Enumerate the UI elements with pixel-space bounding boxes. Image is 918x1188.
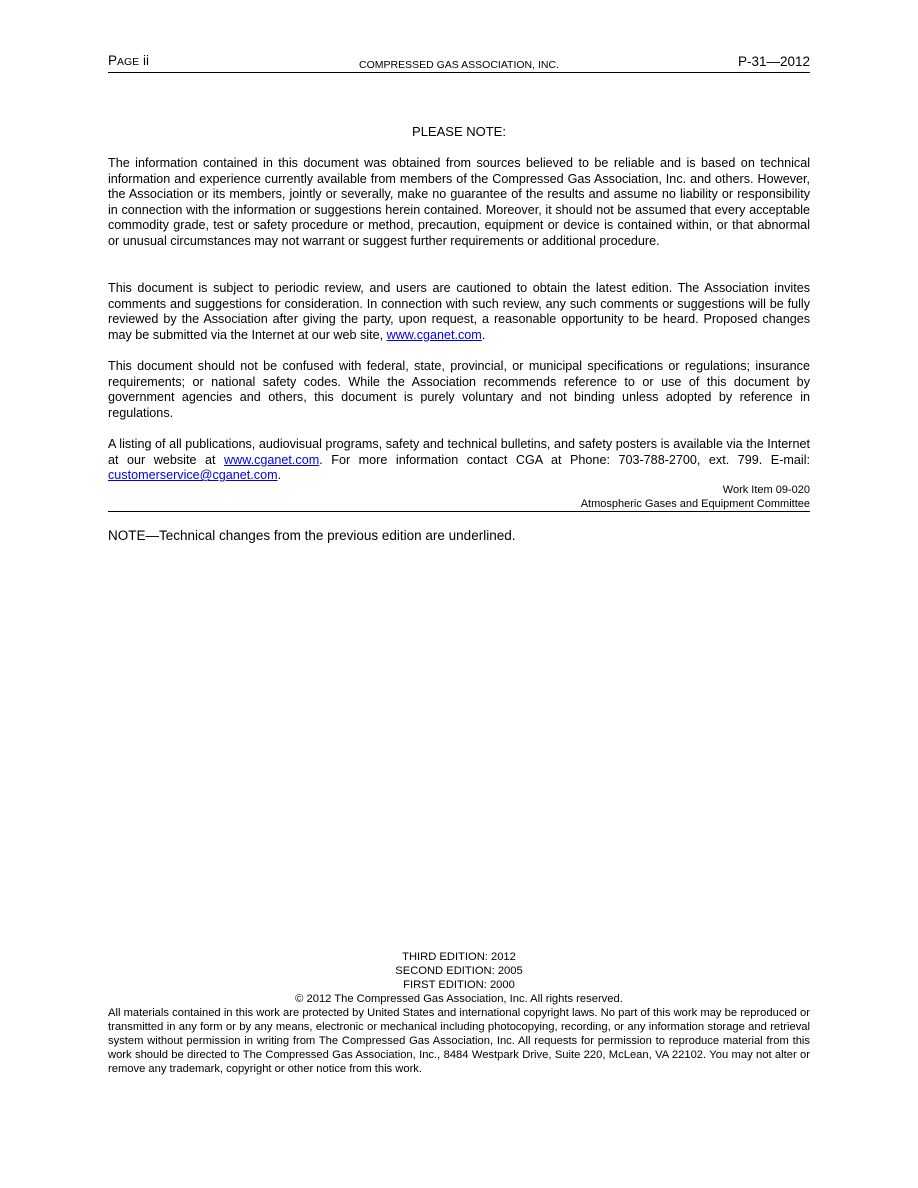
header-organization: COMPRESSED GAS ASSOCIATION, INC. xyxy=(359,59,559,71)
notice-paragraph-4-text-a: A listing of all publications, audiovisual programs, safety and technical bulletins, and safety posters is available via the Internet at our website at xyxy=(108,437,810,467)
page-number: ii xyxy=(142,53,149,68)
rights-statement: All materials contained in this work are protected by United States and international copyright laws. No part of this work may be reproduced or transmitted in any form or by any means, electronic or mechanical including photocopying, recording, or any information storage and retrieval system without permission in writing from The Compressed Gas Association, Inc. All requests for permission to reproduce material from this work should be directed to The Compressed Gas Association, Inc., 8484 Westpark Drive, Suite 220, McLean, VA 22102. You may not alter or remove any trademark, copyright or other notice from this work. xyxy=(108,1007,810,1075)
notice-paragraph-1: The information contained in this document was obtained from sources believed to be reliable and is based on technical information and experience currently available from members of the Compressed Gas Association, Inc. and others. However, the Association or its members, jointly or severally, make no guarantee of the results and assume no liability or responsibility in connection with the information or suggestions herein contained. Moreover, it should not be assumed that every acceptable commodity grade, test or safety procedure or method, precaution, equipment or device is contained within, or that abnormal or unusual circumstances may not warrant or suggest further requirements or additional procedure. xyxy=(108,156,810,248)
page-header xyxy=(108,54,810,73)
second-edition: SECOND EDITION: 2005 xyxy=(395,965,523,977)
technical-changes-note: NOTE—Technical changes from the previous edition are underlined. xyxy=(108,528,516,543)
editions-block xyxy=(108,950,810,1006)
first-edition: FIRST EDITION: 2000 xyxy=(403,979,515,991)
notice-paragraph-2-end: . xyxy=(481,327,486,342)
header-organization-wrap xyxy=(108,58,810,72)
email-link[interactable]: customerservice@cganet.com xyxy=(108,468,278,483)
website-link[interactable]: www.cganet.com xyxy=(386,327,482,342)
work-item: Work Item 09-020 xyxy=(722,484,810,496)
committee-name: Atmospheric Gases and Equipment Committee xyxy=(108,497,810,512)
website-link-2[interactable]: www.cganet.com xyxy=(224,452,320,467)
copyright-line: © 2012 The Compressed Gas Association, Inc. All rights reserved. xyxy=(295,993,623,1005)
notice-title: PLEASE NOTE: xyxy=(412,124,506,139)
third-edition: THIRD EDITION: 2012 xyxy=(402,951,516,963)
notice-paragraph-2-text: This document is subject to periodic review, and users are cautioned to obtain the latest edition. The Association invites comments and suggestions for consideration. In connection with such review, any such comments or suggestions will be fully reviewed by the Association after giving the party, upon request, a reasonable opportunity to be heard. Proposed changes may be submitted via the Internet at our web site, xyxy=(108,281,810,342)
notice-paragraph-3: This document should not be confused with federal, state, provincial, or municipal specifications or regulations; insurance requirements; or national safety codes. While the Association recommends reference to or use of this document by government agencies and others, this document is purely voluntary and not binding unless adopted by reference in regulations. xyxy=(108,359,810,420)
notice-paragraph-4-end: . xyxy=(277,468,282,483)
document-page xyxy=(108,0,810,1188)
header-doc-id: P-31—2012 xyxy=(737,54,810,69)
page-label-rest: AGE xyxy=(117,56,140,68)
page-label-initial: P xyxy=(108,53,118,68)
notice-paragraph-2 xyxy=(108,281,810,343)
notice-paragraph-4-text-b: . For more information contact CGA at Phone: 703-788-2700, ext. 799. E-mail: xyxy=(319,452,810,467)
notice-paragraph-4 xyxy=(108,437,810,484)
